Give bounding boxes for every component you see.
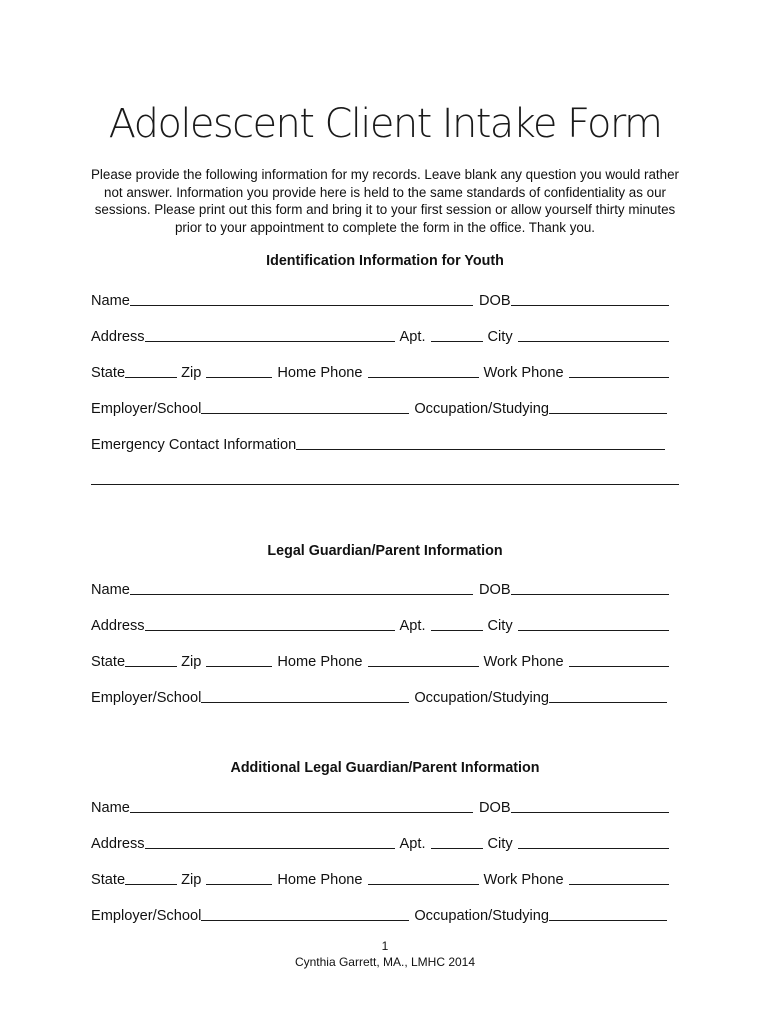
state-label: State (91, 872, 126, 888)
apt-label: Apt. (399, 618, 426, 634)
address-label: Address (91, 618, 145, 634)
zip-label: Zip (181, 872, 202, 888)
dob-label: DOB (478, 582, 511, 598)
additional-guardian-employer-field[interactable] (201, 903, 409, 921)
additional-guardian-state-field[interactable] (125, 867, 177, 885)
additional-guardian-work-phone-field[interactable] (569, 867, 669, 885)
youth-home-phone-field[interactable] (368, 360, 479, 378)
dob-label: DOB (478, 293, 511, 309)
additional-guardian-state-row (91, 866, 683, 888)
home-phone-label: Home Phone (277, 654, 363, 670)
work-phone-label: Work Phone (483, 872, 564, 888)
guardian-employer-row (91, 684, 683, 706)
occupation-label: Occupation/Studying (414, 401, 549, 417)
additional-guardian-dob-field[interactable] (511, 795, 669, 813)
additional-guardian-apt-field[interactable] (431, 831, 483, 849)
additional-guardian-address-row (91, 830, 683, 852)
apt-label: Apt. (399, 836, 426, 852)
youth-name-row (91, 287, 683, 309)
youth-employer-field[interactable] (201, 396, 409, 414)
intro-paragraph: Please provide the following information for my records. Leave blank any question you would rather not answer. Information you provide here is held to the same standards of confidentiality as our sessions. Please print out this form and bring it to your first session or allow yourself thirty minutes prior to your appointment to complete the form in the office. Thank you. (90, 167, 680, 235)
youth-dob-field[interactable] (511, 288, 669, 306)
home-phone-label: Home Phone (277, 365, 363, 381)
work-phone-label: Work Phone (483, 365, 564, 381)
city-label: City (487, 618, 513, 634)
section-title-additional-guardian: Additional Legal Guardian/Parent Information (230, 760, 540, 776)
youth-state-field[interactable] (125, 360, 177, 378)
city-label: City (487, 836, 513, 852)
youth-name-field[interactable] (130, 288, 473, 306)
page-number: 1 (381, 939, 389, 953)
youth-work-phone-field[interactable] (569, 360, 669, 378)
occupation-label: Occupation/Studying (414, 908, 549, 924)
additional-guardian-name-field[interactable] (130, 795, 473, 813)
occupation-label: Occupation/Studying (414, 690, 549, 706)
guardian-employer-field[interactable] (201, 685, 409, 703)
employer-school-label: Employer/School (91, 690, 202, 706)
youth-occupation-field[interactable] (549, 396, 667, 414)
youth-city-field[interactable] (518, 324, 669, 342)
guardian-address-field[interactable] (145, 613, 395, 631)
section-title-youth: Identification Information for Youth (266, 253, 504, 269)
guardian-state-field[interactable] (125, 649, 177, 667)
name-label: Name (91, 582, 130, 598)
emergency-contact-label: Emergency Contact Information (91, 437, 297, 453)
additional-guardian-address-field[interactable] (145, 831, 395, 849)
zip-label: Zip (181, 365, 202, 381)
name-label: Name (91, 293, 130, 309)
name-label: Name (91, 800, 130, 816)
guardian-occupation-field[interactable] (549, 685, 667, 703)
city-label: City (487, 329, 513, 345)
youth-state-row (91, 359, 683, 381)
guardian-state-row (91, 648, 683, 670)
youth-emergency-row (91, 431, 683, 453)
youth-employer-row (91, 395, 683, 417)
section-title-guardian: Legal Guardian/Parent Information (267, 543, 503, 559)
guardian-zip-field[interactable] (206, 649, 272, 667)
guardian-name-row (91, 576, 683, 598)
additional-guardian-name-row (91, 794, 683, 816)
form-title: Adolescent Client Intake Form (108, 101, 662, 147)
home-phone-label: Home Phone (277, 872, 363, 888)
guardian-dob-field[interactable] (511, 577, 669, 595)
employer-school-label: Employer/School (91, 908, 202, 924)
youth-address-field[interactable] (145, 324, 395, 342)
youth-emergency-continuation-line[interactable] (91, 484, 679, 485)
apt-label: Apt. (399, 329, 426, 345)
additional-guardian-home-phone-field[interactable] (368, 867, 479, 885)
additional-guardian-occupation-field[interactable] (549, 903, 667, 921)
guardian-name-field[interactable] (130, 577, 473, 595)
youth-zip-field[interactable] (206, 360, 272, 378)
additional-guardian-city-field[interactable] (518, 831, 669, 849)
page-footer (0, 938, 770, 970)
state-label: State (91, 365, 126, 381)
youth-address-row (91, 323, 683, 345)
state-label: State (91, 654, 126, 670)
address-label: Address (91, 836, 145, 852)
dob-label: DOB (478, 800, 511, 816)
additional-guardian-zip-field[interactable] (206, 867, 272, 885)
youth-emergency-field[interactable] (296, 432, 665, 450)
footer-author: Cynthia Garrett, MA., LMHC 2014 (294, 955, 476, 969)
guardian-apt-field[interactable] (431, 613, 483, 631)
address-label: Address (91, 329, 145, 345)
employer-school-label: Employer/School (91, 401, 202, 417)
guardian-address-row (91, 612, 683, 634)
work-phone-label: Work Phone (483, 654, 564, 670)
guardian-work-phone-field[interactable] (569, 649, 669, 667)
additional-guardian-employer-row (91, 902, 683, 924)
guardian-city-field[interactable] (518, 613, 669, 631)
youth-apt-field[interactable] (431, 324, 483, 342)
zip-label: Zip (181, 654, 202, 670)
guardian-home-phone-field[interactable] (368, 649, 479, 667)
